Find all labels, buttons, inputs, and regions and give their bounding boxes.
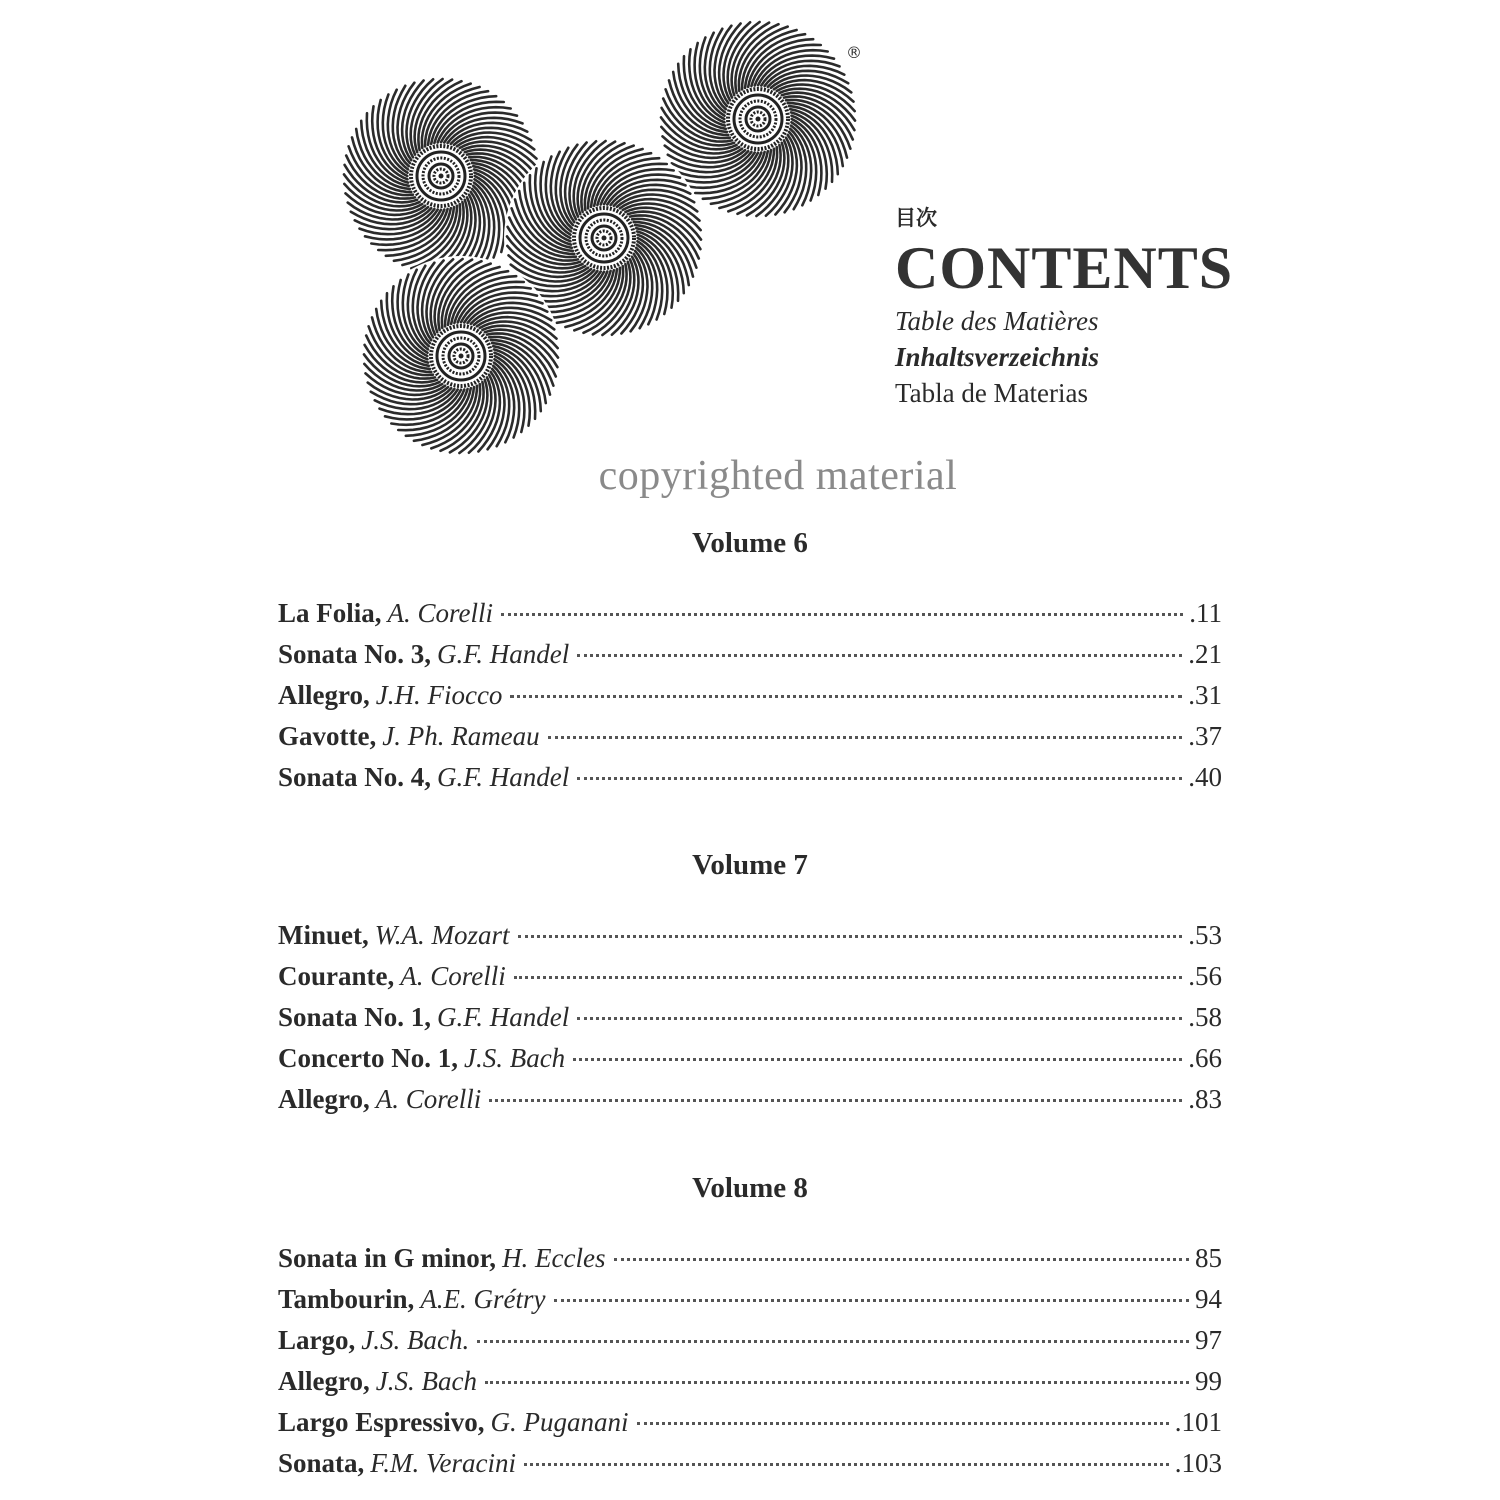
toc-entry[interactable] xyxy=(278,762,1222,803)
volume-heading: Volume 7 xyxy=(692,849,808,881)
dot-leader xyxy=(501,613,1183,616)
registered-mark: ® xyxy=(846,43,862,62)
piece-title: Sonata, xyxy=(278,1448,365,1478)
dot-leader xyxy=(518,935,1183,938)
japanese-contents-label: 目次 xyxy=(895,206,937,230)
piece-title: Sonata in G minor, xyxy=(278,1243,497,1273)
page-number: .53 xyxy=(1188,920,1222,950)
toc-entry[interactable] xyxy=(278,961,1222,1002)
toc-list-volume-6 xyxy=(278,598,1222,803)
composer-name: J.H. Fiocco xyxy=(375,680,503,710)
toc-entry[interactable] xyxy=(278,680,1222,721)
composer-name: J. Ph. Rameau xyxy=(382,721,540,751)
toc-list-volume-8 xyxy=(278,1243,1222,1489)
page-number: .83 xyxy=(1188,1084,1222,1114)
piece-title: Tambourin, xyxy=(278,1284,415,1314)
page-number: .56 xyxy=(1188,961,1222,991)
toc-entry[interactable] xyxy=(278,1407,1222,1448)
toc-entry[interactable] xyxy=(278,1325,1222,1366)
subtitle-spanish: Tabla de Materias xyxy=(895,378,1089,408)
composer-name: G.F. Handel xyxy=(437,639,570,669)
piece-title: Allegro, xyxy=(278,1084,370,1114)
dot-leader xyxy=(510,695,1182,698)
toc-entry[interactable] xyxy=(278,639,1222,680)
dot-leader xyxy=(477,1340,1189,1343)
piece-title: Sonata No. 1, xyxy=(278,1002,432,1032)
composer-name: A. Corelli xyxy=(375,1084,482,1114)
page-number: .21 xyxy=(1188,639,1222,669)
page-title: CONTENTS xyxy=(895,235,1234,301)
subtitle-french: Table des Matières xyxy=(895,306,1099,336)
dot-leader xyxy=(554,1299,1189,1302)
copyright-watermark: copyrighted material xyxy=(598,453,958,499)
composer-name: H. Eccles xyxy=(502,1243,606,1273)
volume-heading: Volume 8 xyxy=(692,1172,808,1204)
page-number: .40 xyxy=(1188,762,1222,792)
spiral-disc xyxy=(361,256,561,456)
piece-title: La Folia, xyxy=(278,598,382,628)
piece-title: Concerto No. 1, xyxy=(278,1043,458,1073)
toc-list-volume-7 xyxy=(278,920,1222,1125)
composer-name: F.M. Veracini xyxy=(370,1448,517,1478)
page-number: 85 xyxy=(1195,1243,1222,1273)
page-number: .66 xyxy=(1188,1043,1222,1073)
page-number: 97 xyxy=(1195,1325,1222,1355)
composer-name: A. Corelli xyxy=(387,598,494,628)
piece-title: Sonata No. 3, xyxy=(278,639,432,669)
dot-leader xyxy=(548,736,1183,739)
toc-entry[interactable] xyxy=(278,721,1222,762)
piece-title: Largo, xyxy=(278,1325,356,1355)
composer-name: A.E. Grétry xyxy=(420,1284,546,1314)
volume-heading: Volume 6 xyxy=(692,527,808,559)
composer-name: W.A. Mozart xyxy=(374,920,510,950)
piece-title: Minuet, xyxy=(278,920,369,950)
toc-entry[interactable] xyxy=(278,920,1222,961)
dot-leader xyxy=(577,777,1182,780)
piece-title: Largo Espressivo, xyxy=(278,1407,485,1437)
dot-leader xyxy=(637,1422,1169,1425)
toc-entry[interactable] xyxy=(278,1366,1222,1407)
spiral-circles-logo xyxy=(330,10,870,470)
toc-entry[interactable] xyxy=(278,1448,1222,1489)
page-number: .11 xyxy=(1189,598,1222,628)
composer-name: J.S. Bach. xyxy=(361,1325,470,1355)
dot-leader xyxy=(573,1058,1182,1061)
toc-entry[interactable] xyxy=(278,1002,1222,1043)
toc-entry[interactable] xyxy=(278,1243,1222,1284)
piece-title: Allegro, xyxy=(278,1366,370,1396)
page-number: .58 xyxy=(1188,1002,1222,1032)
toc-entry[interactable] xyxy=(278,1084,1222,1125)
dot-leader xyxy=(485,1381,1189,1384)
page-number: .37 xyxy=(1188,721,1222,751)
piece-title: Allegro, xyxy=(278,680,370,710)
toc-entry[interactable] xyxy=(278,598,1222,639)
dot-leader xyxy=(577,654,1182,657)
toc-entry[interactable] xyxy=(278,1284,1222,1325)
page-number: .103 xyxy=(1174,1448,1222,1478)
contents-heading-block xyxy=(895,203,1255,411)
toc-entry[interactable] xyxy=(278,1043,1222,1084)
composer-name: A. Corelli xyxy=(400,961,506,991)
composer-name: G.F. Handel xyxy=(437,762,570,792)
piece-title: Courante, xyxy=(278,961,395,991)
dot-leader xyxy=(524,1463,1169,1466)
page-number: 94 xyxy=(1195,1284,1222,1314)
composer-name: G.F. Handel xyxy=(437,1002,570,1032)
dot-leader xyxy=(614,1258,1189,1261)
page-number: 99 xyxy=(1195,1366,1222,1396)
composer-name: J.S. Bach xyxy=(375,1366,477,1396)
subtitle-german: Inhaltsverzeichnis xyxy=(895,342,1100,372)
composer-name: G. Puganani xyxy=(490,1407,629,1437)
dot-leader xyxy=(577,1017,1182,1020)
composer-name: J.S. Bach xyxy=(463,1043,566,1073)
page-number: .101 xyxy=(1174,1407,1222,1437)
piece-title: Gavotte, xyxy=(278,721,377,751)
dot-leader xyxy=(489,1099,1182,1102)
page-number: .31 xyxy=(1188,680,1222,710)
dot-leader xyxy=(514,976,1183,979)
piece-title: Sonata No. 4, xyxy=(278,762,432,792)
